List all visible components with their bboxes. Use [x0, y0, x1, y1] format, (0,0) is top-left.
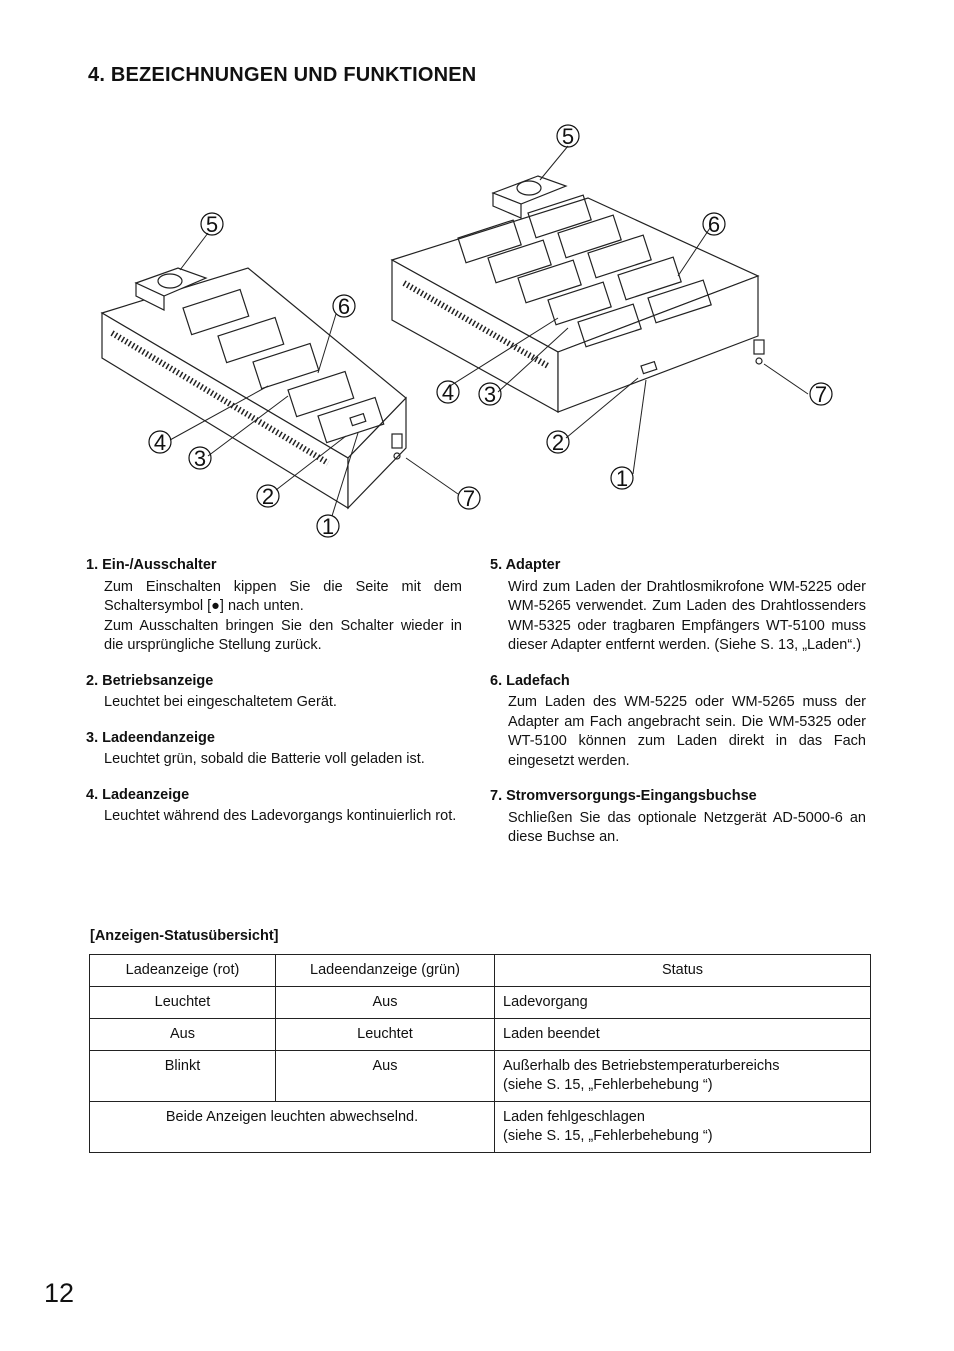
table-row	[90, 1102, 871, 1153]
charger-illustration	[88, 118, 848, 548]
column-header: Status	[495, 955, 871, 987]
table-cell: Aus	[276, 1051, 495, 1102]
callout-1: 1	[321, 514, 335, 539]
table-cell: Blinkt	[90, 1051, 276, 1102]
function-text: Leuchtet grün, sobald die Batterie voll geladen ist.	[104, 751, 425, 767]
table-cell	[495, 1102, 871, 1153]
callout-4-large: 4	[441, 380, 455, 405]
table-cell: Laden beendet	[495, 1019, 871, 1051]
table-cell: Leuchtet	[276, 1019, 495, 1051]
function-title: 3. Ladeendanzeige	[86, 729, 215, 746]
column-header: Ladeendanzeige (grün)	[276, 955, 495, 987]
table-cell: Ladevorgang	[495, 987, 871, 1019]
function-title: 5. Adapter	[490, 557, 561, 573]
function-text: Leuchtet während des Ladevorgangs kontinuierlich rot.	[104, 808, 457, 824]
function-title: 4. Ladeanzeige	[86, 786, 190, 803]
function-item-1	[86, 556, 462, 656]
function-text: Zum Einschalten kippen Sie die Seite mit dem Schaltersymbol [●] nach unten.	[104, 578, 462, 614]
function-item-3	[86, 729, 462, 770]
table-cell-merged: Beide Anzeigen leuchten abwechselnd.	[90, 1102, 495, 1153]
callout-6: 6	[337, 294, 351, 319]
callout-7: 7	[462, 486, 476, 511]
table-row	[90, 1019, 871, 1051]
callout-6-large: 6	[707, 212, 721, 237]
callout-5-large: 5	[561, 124, 575, 149]
status-line: (siehe S. 15, „Fehlerbehebung “)	[503, 1128, 713, 1144]
small-charger-drawing	[102, 268, 406, 508]
callout-1-large: 1	[615, 466, 629, 491]
function-text: Wird zum Laden der Drahtlosmikrofone WM-5225 oder WM-5265 verwendet. Zum Laden des Drahtlossenders WM-5325 oder tragbaren Empfängers WT-5100 muss dieser Adapter entfernt werden. (Siehe S. 13, „Laden“.)	[508, 578, 866, 653]
page-number: 12	[44, 1278, 75, 1308]
status-line: (siehe S. 15, „Fehlerbehebung “)	[503, 1077, 713, 1093]
callout-3-large: 3	[483, 382, 497, 407]
table-cell: Aus	[276, 987, 495, 1019]
function-title: 2. Betriebsanzeige	[86, 672, 214, 689]
function-title: 7. Stromversorgungs-Eingangsbuchse	[490, 788, 757, 804]
callout-5: 5	[205, 212, 219, 237]
callout-2-large: 2	[551, 430, 565, 455]
table-row	[90, 1051, 871, 1102]
function-title: 6. Ladefach	[490, 672, 570, 689]
function-text: Zum Laden des WM-5225 oder WM-5265 muss der Adapter am Fach angebracht sein. Die WM-5325 oder WT-5100 können zum Laden direkt in das Fach eingesetzt werden.	[508, 694, 866, 769]
table-cell: Leuchtet	[90, 987, 276, 1019]
function-item-4	[86, 786, 462, 827]
callout-4: 4	[153, 430, 167, 455]
column-header: Ladeanzeige (rot)	[90, 955, 276, 987]
function-text: Schließen Sie das optionale Netzgerät AD-5000-6 an diese Buchse an.	[508, 809, 866, 845]
status-line: Außerhalb des Betriebstemperaturbereichs	[503, 1058, 780, 1074]
status-table	[89, 954, 871, 1153]
functions-right-column	[490, 556, 866, 864]
functions-left-column	[86, 556, 462, 843]
table-row	[90, 987, 871, 1019]
table-cell: Aus	[90, 1019, 276, 1051]
table-title: [Anzeigen-Statusübersicht]	[90, 928, 279, 944]
callout-7-large: 7	[814, 382, 828, 407]
function-text: Zum Ausschalten bringen Sie den Schalter wieder in die ursprüngliche Stellung zurück.	[104, 617, 462, 653]
function-item-5	[490, 556, 866, 656]
table-header-row	[90, 955, 871, 987]
table-cell	[495, 1051, 871, 1102]
function-item-2	[86, 672, 462, 713]
section-heading: 4. BEZEICHNUNGEN UND FUNKTIONEN	[88, 64, 477, 86]
callout-3: 3	[193, 446, 207, 471]
function-text: Leuchtet bei eingeschaltetem Gerät.	[104, 694, 337, 710]
function-title: 1. Ein-/Ausschalter	[86, 557, 217, 573]
function-item-7	[490, 787, 866, 848]
function-item-6	[490, 672, 866, 772]
callout-2: 2	[261, 484, 275, 509]
status-line: Laden fehlgeschlagen	[503, 1109, 645, 1125]
